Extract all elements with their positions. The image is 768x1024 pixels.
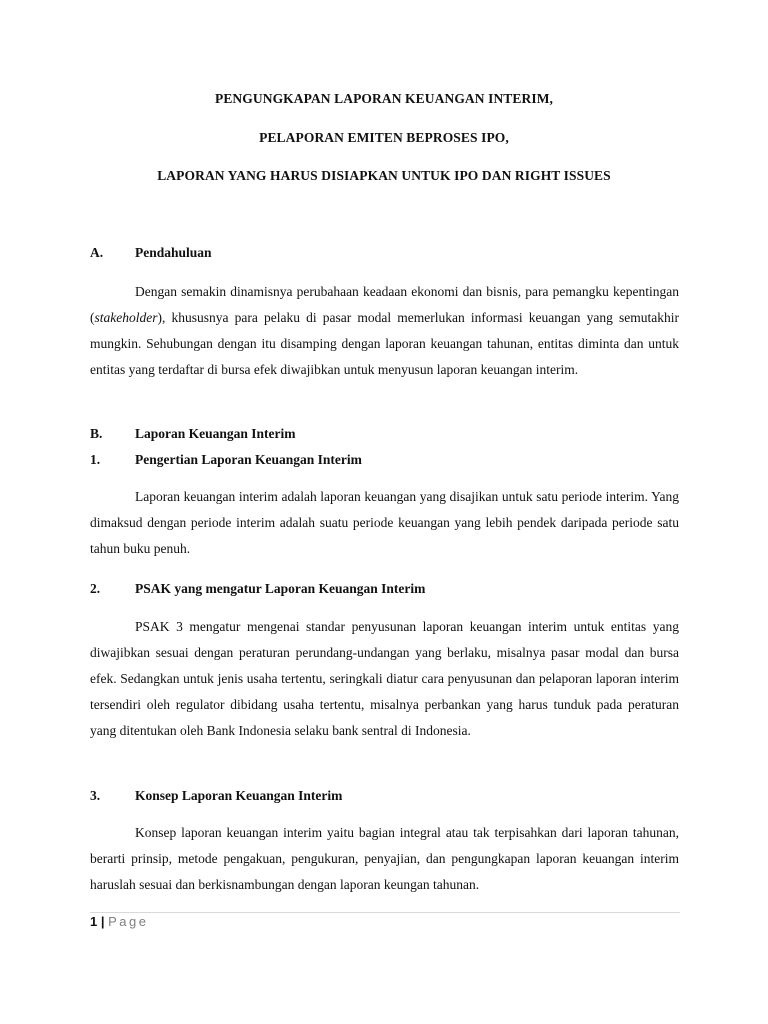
subsection-3-paragraph: Konsep laporan keuangan interim yaitu bagian integral atau tak terpisahkan dari laporan tahunan, berarti prinsip, metode pengakuan, pengukuran, penyajian, dan pengungkapan laporan keuangan interim haruslah sesuai dan berkisnambungan dengan laporan keungan tahunan. [90,825,679,892]
subsection-1-paragraph: Laporan keuangan interim adalah laporan keuangan yang disajikan untuk satu periode interim. Yang dimaksud dengan periode interim adalah suatu periode keuangan yang lebih pendek daripada periode satu tahun buku penuh. [90,489,679,556]
title-line-1: PENGUNGKAPAN LAPORAN KEUANGAN INTERIM, [214,91,554,106]
section-b-title: Laporan Keuangan Interim [135,426,296,441]
section-a-text-2: ), khususnya para pelaku di pasar modal memerlukan informasi keuangan yang semutakhir mungkin. Sehubungan dengan itu disamping dengan laporan keuangan tahunan, entitas diminta dan untuk entitas yang terdaftar di bursa efek diwajibkan untuk menyusun laporan keuangan interim. [90,310,679,377]
subsection-2-number: 2. [90,581,101,596]
subsection-3-number: 3. [90,788,101,803]
section-a-text-1: Dengan semakin dinamisnya perubahaan keadaan ekonomi dan bisnis, para pemangku kepentingan ( [90,284,679,325]
section-a-italic-term: stakeholder [94,310,158,325]
section-a-number: A. [90,245,104,260]
footer-divider [90,912,680,913]
subsection-2-paragraph: PSAK 3 mengatur mengenai standar penyusunan laporan keuangan interim untuk entitas yang diwajibkan sesuai dengan peraturan perundang-undangan yang berlaku, misalnya pasar modal dan bursa efek. Sedangkan untuk jenis usaha tertentu, seringkali diatur cara penyusunan dan pelaporan laporan interim tersendiri oleh regulator dibidang usaha tertentu, misalnya perbankan yang harus tunduk pada peraturan yang ditentukan oleh Bank Indonesia selaku bank sentral di Indonesia. [90,619,679,738]
page-word: Page [108,914,149,929]
subsection-1-title: Pengertian Laporan Keuangan Interim [135,452,362,467]
title-line-2: PELAPORAN EMITEN BEPROSES IPO, [259,130,509,145]
section-b-heading [90,426,296,442]
subsection-1-number: 1. [90,452,101,467]
subsection-2-heading [90,581,425,597]
subsection-1-heading [90,452,362,468]
subsection-3-title: Konsep Laporan Keuangan Interim [135,788,343,803]
page-footer [90,914,149,929]
section-a-heading [90,245,212,261]
title-line-3: LAPORAN YANG HARUS DISIAPKAN UNTUK IPO DAN RIGHT ISSUES [157,168,611,183]
section-a-paragraph [90,279,679,383]
subsection-2-title: PSAK yang mengatur Laporan Keuangan Interim [135,581,426,596]
footer-separator: | [100,914,105,929]
subsection-3-heading [90,788,342,804]
page-number: 1 [90,914,98,929]
section-b-number: B. [90,426,103,441]
section-a-title: Pendahuluan [135,245,212,260]
